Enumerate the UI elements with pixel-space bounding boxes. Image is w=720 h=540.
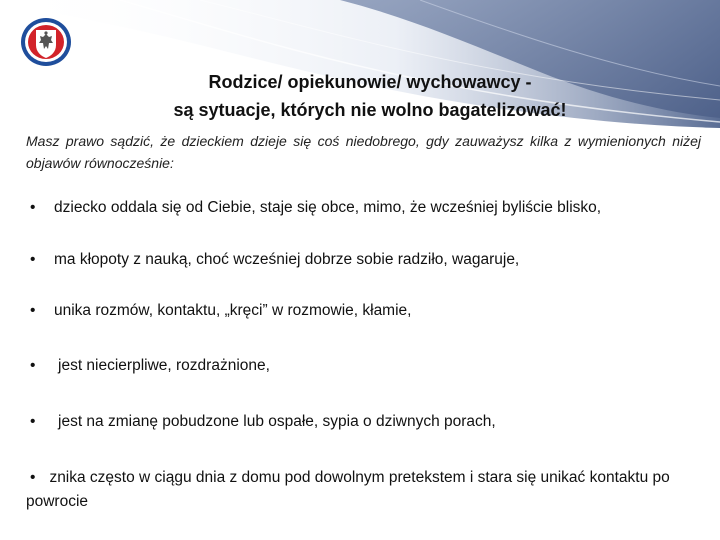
list-item [26,466,701,514]
slide-title-line-2: są sytuacje, których nie wolno bagatelizować! [173,100,567,120]
list-item-text: ma kłopoty z nauką, choć wcześniej dobrze sobie radziło, wagaruje, [54,251,520,268]
bullet-icon: • [30,413,36,430]
bullet-icon: • [30,469,36,486]
bullet-icon: • [30,199,36,216]
bullet-icon: • [30,251,36,268]
list-item-text: dziecko oddala się od Ciebie, staje się obce, mimo, że wcześniej byliście blisko, [54,199,602,216]
coat-of-arms-emblem-icon [19,16,73,68]
slide-title [0,68,720,124]
list-item-text: jest niecierpliwe, rozdrażnione, [58,357,270,374]
list-item [26,248,701,272]
bullet-icon: • [30,302,36,319]
slide-title-line-1: Rodzice/ opiekunowie/ wychowawcy - [208,72,532,92]
list-item-text: znika często w ciągu dnia z domu pod dowolnym pretekstem i stara się unikać kontaktu po powrocie [26,469,670,510]
symptom-list [26,196,701,514]
list-item [26,410,701,434]
intro-paragraph: Masz prawo sądzić, że dzieckiem dzieje się coś niedobrego, gdy zauważysz kilka z wymienionych niżej objawów równocześnie: [26,133,701,171]
list-item [26,354,701,378]
list-item-text: unika rozmów, kontaktu, „kręci” w rozmowie, kłamie, [54,302,412,319]
list-item [26,299,701,323]
list-item [26,196,701,220]
bullet-icon: • [30,357,36,374]
list-item-text: jest na zmianę pobudzone lub ospałe, sypia o dziwnych porach, [58,413,496,430]
